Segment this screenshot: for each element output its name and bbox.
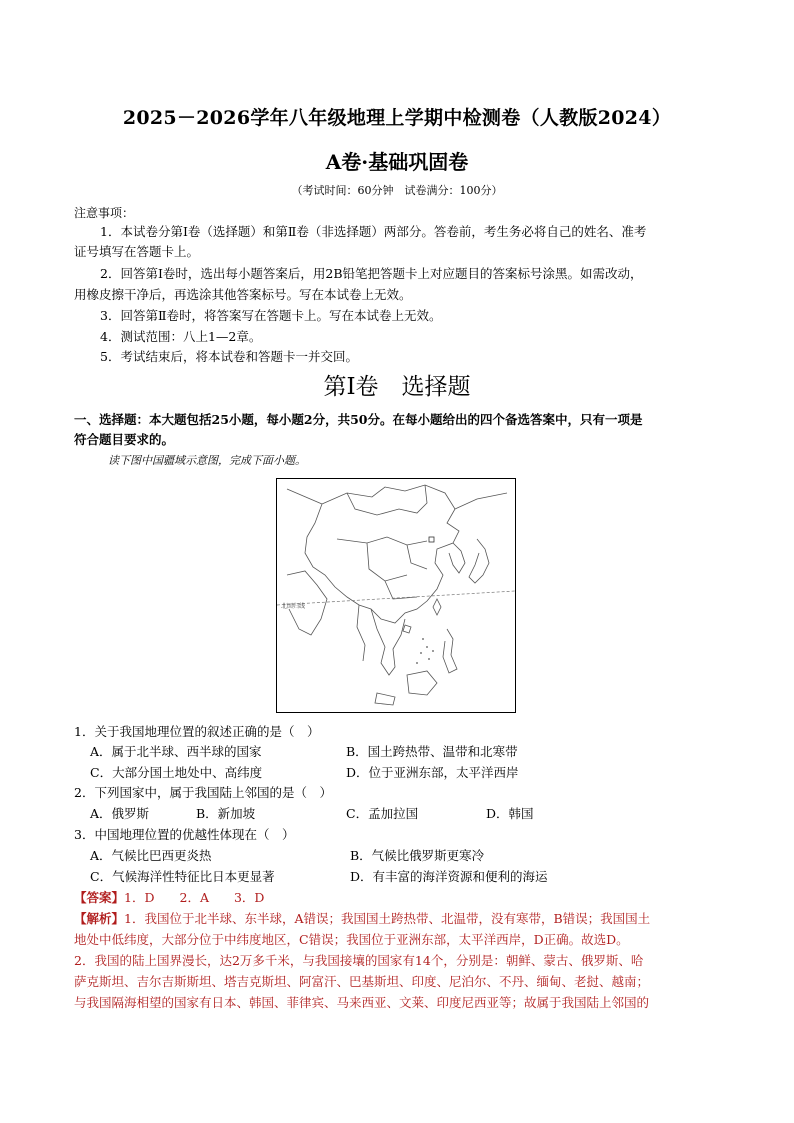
section-instruction: 一、选择题：本大题包括25小题，每小题2分，共50分。在每小题给出的四个备选答案中，只有一项是 bbox=[74, 412, 643, 427]
notice-item: 5．考试结束后，将本试卷和答题卡一并交回。 bbox=[100, 349, 358, 364]
answer-text: 1．D 2．A 3．D bbox=[124, 890, 265, 905]
answer-line bbox=[74, 888, 264, 908]
question-option: D．韩国 bbox=[486, 806, 534, 821]
section-title: 第Ⅰ卷 选择题 bbox=[323, 374, 471, 400]
analysis-line bbox=[74, 909, 650, 929]
question-option: A．俄罗斯 bbox=[90, 806, 150, 821]
question-option: B．气候比俄罗斯更寒冷 bbox=[350, 848, 485, 863]
notice-item: 证号填写在答题卡上。 bbox=[74, 244, 200, 259]
map-label-tropic: 北回归线 bbox=[281, 603, 306, 610]
analysis-text: 1．我国位于北半球、东半球，A错误；我国国土跨热带、北温带，没有寒带，B错误；我国国土 bbox=[124, 911, 651, 926]
exam-info: （考试时间：60分钟 试卷满分：100分） bbox=[291, 184, 503, 197]
notice-heading: 注意事项： bbox=[74, 206, 135, 220]
question-option: B．新加坡 bbox=[196, 806, 256, 821]
analysis-line: 地处中低纬度，大部分位于中纬度地区，C错误；我国位于亚洲东部，太平洋西岸，D正确。故选D。 bbox=[74, 932, 629, 947]
answer-tag: 【答案】 bbox=[74, 890, 125, 905]
analysis-line: 萨克斯坦、吉尔吉斯斯坦、塔吉克斯坦、阿富汗、巴基斯坦、印度、尼泊尔、不丹、缅甸、老挝、越南； bbox=[74, 974, 650, 989]
question-option: A．气候比巴西更炎热 bbox=[90, 848, 212, 863]
section-instruction: 符合题目要求的。 bbox=[74, 432, 175, 447]
question-stem: 2．下列国家中，属于我国陆上邻国的是（ ） bbox=[74, 785, 332, 800]
exam-subtitle: A卷·基础巩固卷 bbox=[325, 150, 469, 174]
analysis-tag: 【解析】 bbox=[74, 911, 125, 926]
exam-title: 2025－2026学年八年级地理上学期中检测卷（人教版2024） bbox=[122, 107, 672, 129]
china-territory-map bbox=[276, 478, 516, 713]
notice-item: 4．测试范围：八上1—2章。 bbox=[100, 329, 262, 344]
question-option: A．属于北半球、西半球的国家 bbox=[90, 744, 262, 759]
question-option: C．大部分国土地处中、高纬度 bbox=[90, 765, 263, 780]
question-option: C．孟加拉国 bbox=[346, 806, 419, 821]
question-option: B．国土跨热带、温带和北寒带 bbox=[346, 744, 518, 759]
map-prompt: 读下图中国疆域示意图，完成下面小题。 bbox=[108, 454, 306, 467]
analysis-line: 与我国隔海相望的国家有日本、韩国、菲律宾、马来西亚、文莱、印度尼西亚等；故属于我国陆上邻国的 bbox=[74, 995, 650, 1010]
analysis-line: 2．我国的陆上国界漫长，达2万多千米，与我国接壤的国家有14个，分别是：朝鲜、蒙古、俄罗斯、哈 bbox=[74, 953, 644, 968]
question-option: C．气候海洋性特征比日本更显著 bbox=[90, 869, 275, 884]
question-option: D．位于亚洲东部，太平洋西岸 bbox=[346, 765, 519, 780]
notice-item: 1．本试卷分第Ⅰ卷（选择题）和第Ⅱ卷（非选择题）两部分。答卷前，考生务必将自己的姓名、准考 bbox=[100, 224, 647, 239]
notice-item: 用橡皮擦干净后，再选涂其他答案标号。写在本试卷上无效。 bbox=[74, 287, 412, 302]
question-stem: 1．关于我国地理位置的叙述正确的是（ ） bbox=[74, 724, 320, 739]
question-option: D．有丰富的海洋资源和便利的海运 bbox=[350, 869, 548, 884]
notice-item: 3．回答第Ⅱ卷时，将答案写在答题卡上。写在本试卷上无效。 bbox=[100, 308, 442, 323]
map-drawing bbox=[277, 479, 515, 712]
question-stem: 3．中国地理位置的优越性体现在（ ） bbox=[74, 827, 295, 842]
notice-item: 2．回答第Ⅰ卷时，选出每小题答案后，用2B铅笔把答题卡上对应题目的答案标号涂黑。如需改动， bbox=[100, 266, 643, 281]
